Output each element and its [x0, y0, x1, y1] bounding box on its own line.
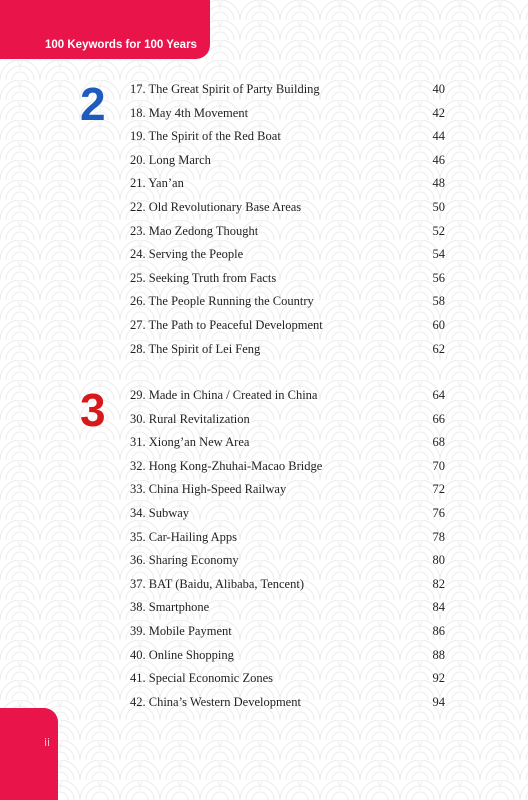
- toc-entry-label: 18. May 4th Movement: [130, 105, 249, 120]
- toc-entry-label: 40. Online Shopping: [130, 647, 234, 662]
- toc-entry-page: 64: [432, 388, 445, 402]
- toc-entry-label: 25. Seeking Truth from Facts: [130, 270, 277, 285]
- toc-entry[interactable]: [0, 692, 528, 714]
- toc-entry-page: 46: [432, 152, 445, 167]
- section-number: 3: [80, 384, 106, 436]
- header-tab: [0, 0, 210, 59]
- toc-entry[interactable]: [0, 173, 528, 195]
- footer-tab: [0, 708, 58, 800]
- toc-entry-page: 84: [432, 600, 445, 615]
- toc-entry-page: 68: [432, 435, 445, 450]
- section-number: 2: [80, 78, 106, 130]
- toc-entry[interactable]: [0, 197, 528, 219]
- toc-entry[interactable]: [0, 221, 528, 243]
- toc-entry-page: 66: [432, 411, 445, 426]
- toc-entry[interactable]: [0, 550, 528, 572]
- toc-entry[interactable]: [0, 456, 528, 478]
- toc-entry-page: 58: [432, 294, 445, 309]
- toc-entry-label: 32. Hong Kong-Zhuhai-Macao Bridge: [130, 458, 323, 473]
- toc-entry[interactable]: [0, 597, 528, 619]
- toc-entry-label: 41. Special Economic Zones: [130, 671, 274, 686]
- toc-entry[interactable]: [0, 574, 528, 596]
- toc-entry-label: 28. The Spirit of Lei Feng: [130, 341, 261, 356]
- toc-entry-page: 88: [432, 647, 445, 662]
- toc-entry-page: 48: [432, 176, 445, 191]
- toc-entry-page: 72: [432, 482, 445, 497]
- toc-entry-label: 21. Yan’an: [130, 176, 184, 191]
- toc-entry[interactable]: [0, 150, 528, 172]
- toc-entry-page: 70: [432, 458, 445, 473]
- toc-entry-page: 94: [432, 694, 445, 709]
- toc-entry[interactable]: [0, 339, 528, 361]
- toc-entry-label: 38. Smartphone: [130, 600, 210, 615]
- toc-entry-label: 31. Xiong’an New Area: [130, 435, 250, 450]
- toc-entry[interactable]: [0, 527, 528, 549]
- toc-entry-page: 44: [432, 129, 445, 144]
- book-title: 100 Keywords for 100 Years: [45, 39, 197, 51]
- toc-entry-label: 17. The Great Spirit of Party Building: [130, 82, 320, 96]
- toc-entry-page: 78: [432, 529, 445, 544]
- toc-entry-label: 27. The Path to Peaceful Development: [130, 318, 323, 332]
- toc-entry[interactable]: [0, 503, 528, 525]
- toc-entry-label: 23. Mao Zedong Thought: [130, 223, 259, 238]
- toc-entry-label: 34. Subway: [130, 506, 190, 520]
- toc-entry[interactable]: [0, 385, 528, 407]
- toc-entry[interactable]: [0, 409, 528, 431]
- toc-entry[interactable]: [0, 291, 528, 313]
- toc-entry-page: 86: [432, 624, 445, 638]
- toc-entry-page: 42: [432, 105, 445, 120]
- toc-entry-page: 40: [432, 82, 445, 96]
- toc-entry[interactable]: [0, 268, 528, 290]
- toc-entry-page: 92: [432, 671, 445, 686]
- page-number: ii: [44, 736, 51, 749]
- toc-entry[interactable]: [0, 244, 528, 266]
- toc-entry-page: 62: [432, 341, 445, 356]
- toc-entry-label: 20. Long March: [130, 152, 211, 167]
- toc-entry[interactable]: [0, 645, 528, 667]
- toc-entry[interactable]: [0, 315, 528, 337]
- toc-entry-label: 19. The Spirit of the Red Boat: [130, 129, 281, 144]
- toc-entry-label: 36. Sharing Economy: [130, 553, 239, 568]
- toc-entry-label: 39. Mobile Payment: [130, 624, 232, 638]
- toc-entry-label: 22. Old Revolutionary Base Areas: [130, 200, 302, 214]
- toc-entry-page: 56: [432, 270, 445, 285]
- toc-entry[interactable]: [0, 126, 528, 148]
- toc-entry-page: 54: [432, 247, 445, 262]
- toc-entry-page: 50: [432, 200, 445, 214]
- toc-entry[interactable]: [0, 621, 528, 643]
- toc-entry[interactable]: [0, 103, 528, 125]
- toc-entry[interactable]: [0, 668, 528, 690]
- toc-entry-label: 30. Rural Revitalization: [130, 411, 250, 426]
- toc-entry-page: 76: [432, 506, 445, 520]
- toc-entry-page: 60: [432, 318, 445, 332]
- toc-entry-label: 29. Made in China / Created in China: [130, 388, 318, 402]
- toc-entry-label: 24. Serving the People: [130, 247, 244, 262]
- toc-entry[interactable]: [0, 79, 528, 101]
- toc-entry-label: 26. The People Running the Country: [130, 294, 314, 309]
- toc-entry-label: 37. BAT (Baidu, Alibaba, Tencent): [130, 576, 304, 591]
- toc-entry-page: 52: [432, 223, 445, 238]
- toc-entry-label: 33. China High-Speed Railway: [130, 482, 287, 497]
- toc-entry[interactable]: [0, 432, 528, 454]
- toc-entry-page: 82: [432, 576, 445, 591]
- toc-entry-label: 42. China’s Western Development: [130, 694, 301, 709]
- toc-entry-page: 80: [432, 553, 445, 568]
- toc-entry[interactable]: [0, 479, 528, 501]
- toc-entry-label: 35. Car-Hailing Apps: [130, 529, 238, 544]
